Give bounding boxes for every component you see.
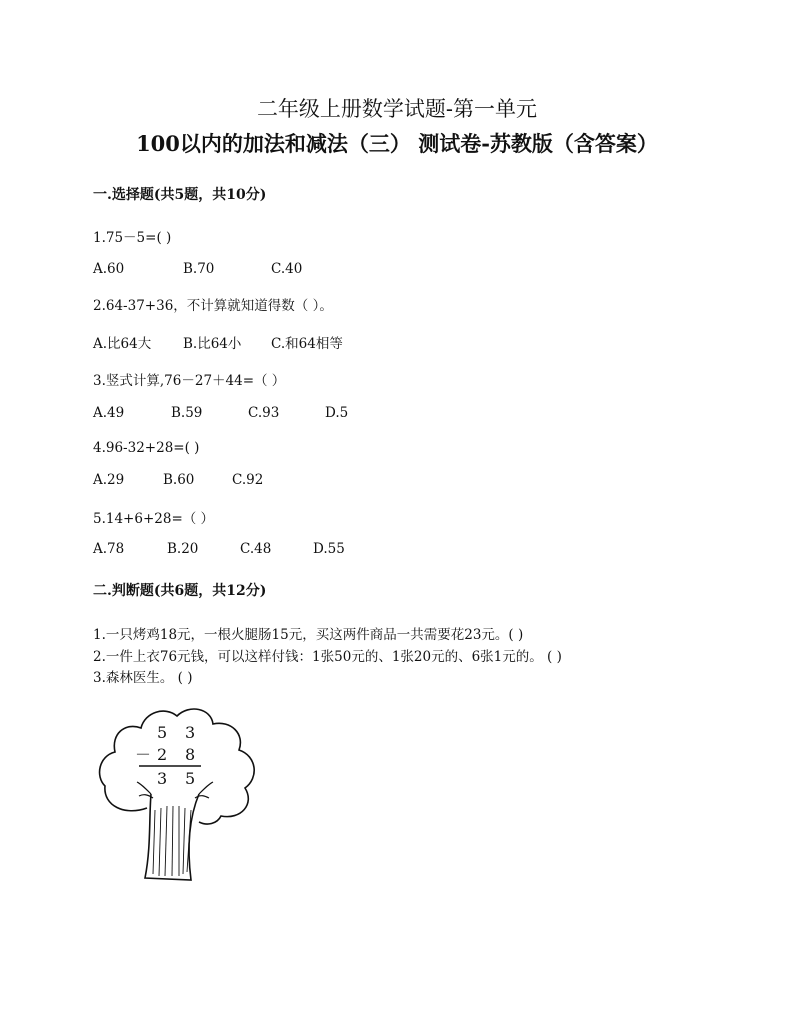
section1-heading: 一.选择题(共5题，共10分)	[93, 187, 267, 203]
q2-option-a: A.比64大	[93, 336, 152, 352]
q5-option-c: C.48	[240, 541, 272, 557]
subtraction-row3-ones: 5	[185, 769, 196, 788]
q1-option-b: B.70	[183, 261, 215, 277]
question-3: 3.竖式计算,76－27＋44=（ ）	[93, 373, 286, 389]
q3-option-a: A.49	[93, 405, 125, 421]
q1-option-a: A.60	[93, 261, 125, 277]
question-2: 2.64-37+36，不计算就知道得数（ ）。	[93, 298, 333, 314]
subtraction-row2-tens: 2	[157, 745, 168, 764]
q5-option-d: D.55	[313, 541, 345, 557]
q3-option-b: B.59	[171, 405, 203, 421]
question-5: 5.14+6+28=（ ）	[93, 511, 215, 527]
q4-option-b: B.60	[163, 472, 195, 488]
subtraction-minus-sign: －	[135, 745, 152, 764]
q5-option-b: B.20	[167, 541, 199, 557]
q3-option-d: D.5	[325, 405, 349, 421]
tree-doctor-illustration	[95, 698, 265, 888]
subtraction-row1-tens: 5	[157, 723, 168, 742]
q2-option-b: B.比64小	[183, 336, 242, 352]
subtraction-row3-tens: 3	[157, 769, 168, 788]
q2-option-c: C.和64相等	[271, 336, 343, 352]
q1-option-c: C.40	[271, 261, 303, 277]
question-1: 1.75－5=( )	[93, 230, 172, 246]
section2-heading: 二.判断题(共6题，共12分)	[93, 583, 267, 599]
judge-question-3: 3.森林医生。 ( )	[93, 670, 193, 686]
page-title-line1: 二年级上册数学试题-第一单元	[256, 97, 538, 121]
q5-option-a: A.78	[93, 541, 125, 557]
q4-option-a: A.29	[93, 472, 125, 488]
judge-question-1: 1.一只烤鸡18元，一根火腿肠15元，买这两件商品一共需要花23元。( )	[93, 627, 524, 643]
page-title-line2: 100以内的加法和减法（三） 测试卷-苏教版（含答案）	[136, 131, 658, 156]
question-4: 4.96-32+28=( )	[93, 440, 200, 456]
q4-option-c: C.92	[232, 472, 264, 488]
subtraction-row1-ones: 3	[185, 723, 196, 742]
q3-option-c: C.93	[248, 405, 280, 421]
judge-question-2: 2.一件上衣76元钱，可以这样付钱：1张50元的、1张20元的、6张1元的。 ( )	[93, 649, 562, 665]
subtraction-row2-ones: 8	[185, 745, 196, 764]
